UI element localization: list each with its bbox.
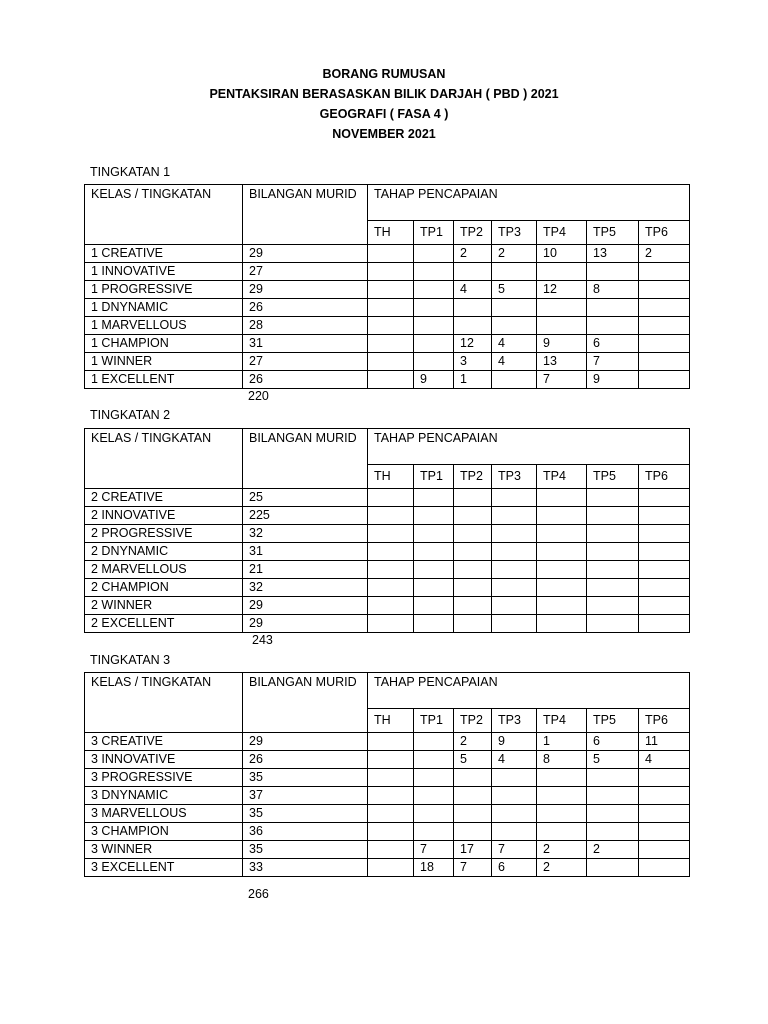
tp1-cell [414,353,454,371]
table-row [85,579,690,597]
kelas-cell: 3 WINNER [85,841,243,859]
th-cell [368,751,414,769]
tp6-cell [639,489,690,507]
bilangan-cell: 32 [243,579,368,597]
table-row [85,805,690,823]
kelas-cell: 1 CHAMPION [85,335,243,353]
tp5-cell [587,263,639,281]
tp3-cell: 7 [492,841,537,859]
tp3-cell [492,525,537,543]
tp1-cell [414,805,454,823]
tp4-cell [537,615,587,633]
tp1-cell [414,733,454,751]
tp4-cell: 2 [537,841,587,859]
form-title: BORANG RUMUSAN [322,67,446,81]
tp6-cell [639,579,690,597]
tp5-cell: 7 [587,353,639,371]
level-tp3: TP3 [492,709,537,733]
kelas-cell: 2 CHAMPION [85,579,243,597]
table-row [85,841,690,859]
tp5-cell [587,525,639,543]
tp2-cell [454,525,492,543]
tp1-cell [414,489,454,507]
level-tp5: TP5 [587,465,639,489]
level-tp4: TP4 [537,221,587,245]
tp3-cell [492,263,537,281]
tp1-cell [414,245,454,263]
level-tp3: TP3 [492,221,537,245]
kelas-cell: 1 EXCELLENT [85,371,243,389]
kelas-cell: 2 INNOVATIVE [85,507,243,525]
tp3-cell [492,561,537,579]
th-cell [368,281,414,299]
tp4-cell [537,561,587,579]
total-tingkatan-2: 243 [252,633,273,647]
tp4-cell [537,317,587,335]
kelas-cell: 3 EXCELLENT [85,859,243,877]
tp3-cell: 5 [492,281,537,299]
tp4-cell: 1 [537,733,587,751]
tp1-cell [414,579,454,597]
tp6-cell [639,561,690,579]
bilangan-cell: 36 [243,823,368,841]
kelas-cell: 2 WINNER [85,597,243,615]
level-tp1: TP1 [414,709,454,733]
tp3-cell [492,615,537,633]
tp4-cell [537,805,587,823]
table-row [85,317,690,335]
level-tp2: TP2 [454,465,492,489]
tp3-cell: 4 [492,353,537,371]
table-row [85,525,690,543]
tp5-cell [587,489,639,507]
th-cell [368,245,414,263]
tp3-cell [492,579,537,597]
th-cell [368,733,414,751]
th-cell [368,579,414,597]
tp1-cell [414,787,454,805]
bilangan-cell: 32 [243,525,368,543]
level-tp1: TP1 [414,465,454,489]
table-row [85,353,690,371]
total-tingkatan-1: 220 [248,389,269,403]
tp3-cell [492,787,537,805]
tp3-cell [492,823,537,841]
bilangan-cell: 29 [243,597,368,615]
level-tp3: TP3 [492,465,537,489]
header-row [85,429,690,465]
tp5-cell [587,299,639,317]
level-th: TH [368,465,414,489]
tp3-cell [492,597,537,615]
tp1-cell: 18 [414,859,454,877]
level-tp2: TP2 [454,709,492,733]
tp1-cell [414,751,454,769]
kelas-cell: 3 INNOVATIVE [85,751,243,769]
tp2-cell [454,823,492,841]
th-cell [368,489,414,507]
tp1-cell [414,263,454,281]
tp5-cell [587,579,639,597]
tp1-cell [414,615,454,633]
bilangan-cell: 33 [243,859,368,877]
tp3-cell [492,769,537,787]
tp5-cell [587,787,639,805]
tp6-cell [639,615,690,633]
tp5-cell: 6 [587,335,639,353]
tp4-cell [537,263,587,281]
tp5-cell [587,805,639,823]
kelas-cell: 3 DNYNAMIC [85,787,243,805]
tp4-cell [537,769,587,787]
tp4-cell [537,787,587,805]
table-row [85,281,690,299]
tp2-cell [454,769,492,787]
tp3-cell [492,543,537,561]
tp4-cell: 2 [537,859,587,877]
tp2-cell [454,507,492,525]
level-th: TH [368,221,414,245]
tp4-cell [537,525,587,543]
th-cell [368,317,414,335]
table-row [85,263,690,281]
tp6-cell [639,805,690,823]
col-header-tahap: TAHAP PENCAPAIAN [368,185,690,221]
tp2-cell [454,787,492,805]
th-cell [368,371,414,389]
tp2-cell: 1 [454,371,492,389]
tp6-cell [639,787,690,805]
tp3-cell: 4 [492,335,537,353]
th-cell [368,841,414,859]
tp3-cell: 4 [492,751,537,769]
tp3-cell [492,317,537,335]
bilangan-cell: 225 [243,507,368,525]
th-cell [368,299,414,317]
table-row [85,371,690,389]
tp6-cell [639,859,690,877]
kelas-cell: 1 INNOVATIVE [85,263,243,281]
bilangan-cell: 29 [243,281,368,299]
table-tingkatan-2 [84,428,690,633]
th-cell [368,787,414,805]
tp4-cell [537,299,587,317]
tp6-cell [639,371,690,389]
tp5-cell: 6 [587,733,639,751]
bilangan-cell: 37 [243,787,368,805]
bilangan-cell: 31 [243,335,368,353]
th-cell [368,823,414,841]
tp1-cell [414,281,454,299]
tp4-cell [537,579,587,597]
tp5-cell [587,543,639,561]
table-row [85,615,690,633]
kelas-cell: 3 CREATIVE [85,733,243,751]
tp3-cell [492,299,537,317]
level-tp6: TP6 [639,465,690,489]
tp1-cell [414,561,454,579]
tp6-cell [639,353,690,371]
tp4-cell [537,489,587,507]
tp2-cell: 3 [454,353,492,371]
document-header [0,64,768,144]
tp1-cell: 7 [414,841,454,859]
tp2-cell [454,615,492,633]
tp6-cell [639,597,690,615]
table-row [85,507,690,525]
tp2-cell [454,263,492,281]
th-cell [368,525,414,543]
table-row [85,769,690,787]
table-tingkatan-1 [84,184,690,389]
bilangan-cell: 35 [243,769,368,787]
section-title-tingkatan-3: TINGKATAN 3 [90,653,171,667]
tp6-cell [639,507,690,525]
tp5-cell: 13 [587,245,639,263]
tp2-cell: 7 [454,859,492,877]
col-header-kelas: KELAS / TINGKATAN [85,185,243,245]
tp5-cell [587,615,639,633]
tp1-cell [414,769,454,787]
col-header-kelas: KELAS / TINGKATAN [85,673,243,733]
bilangan-cell: 26 [243,371,368,389]
tp6-cell [639,543,690,561]
tp5-cell: 2 [587,841,639,859]
tp4-cell [537,543,587,561]
tp2-cell [454,805,492,823]
level-tp2: TP2 [454,221,492,245]
tp2-cell: 2 [454,733,492,751]
tp2-cell: 12 [454,335,492,353]
tp2-cell [454,543,492,561]
tp5-cell: 5 [587,751,639,769]
tp6-cell [639,525,690,543]
table-row [85,299,690,317]
tp3-cell [492,371,537,389]
table-row [85,751,690,769]
tp4-cell [537,823,587,841]
level-tp6: TP6 [639,221,690,245]
tp5-cell [587,597,639,615]
date-title: NOVEMBER 2021 [332,127,436,141]
kelas-cell: 1 DNYNAMIC [85,299,243,317]
tp6-cell: 11 [639,733,690,751]
col-header-bilangan: BILANGAN MURID [243,185,368,245]
total-tingkatan-3: 266 [248,887,269,901]
level-tp5: TP5 [587,709,639,733]
tp6-cell [639,841,690,859]
tp6-cell [639,281,690,299]
tp4-cell [537,507,587,525]
th-cell [368,507,414,525]
th-cell [368,597,414,615]
tp4-cell: 8 [537,751,587,769]
bilangan-cell: 35 [243,805,368,823]
tp2-cell [454,489,492,507]
tp1-cell: 9 [414,371,454,389]
tp6-cell [639,299,690,317]
tp4-cell [537,597,587,615]
col-header-bilangan: BILANGAN MURID [243,673,368,733]
tp3-cell: 6 [492,859,537,877]
tp1-cell [414,823,454,841]
tp1-cell [414,335,454,353]
level-th: TH [368,709,414,733]
table-row [85,245,690,263]
bilangan-cell: 27 [243,353,368,371]
tp6-cell [639,823,690,841]
table-row [85,597,690,615]
kelas-cell: 1 WINNER [85,353,243,371]
tp3-cell [492,507,537,525]
bilangan-cell: 29 [243,733,368,751]
kelas-cell: 2 EXCELLENT [85,615,243,633]
kelas-cell: 2 PROGRESSIVE [85,525,243,543]
tp5-cell [587,859,639,877]
bilangan-cell: 21 [243,561,368,579]
kelas-cell: 3 PROGRESSIVE [85,769,243,787]
bilangan-cell: 29 [243,615,368,633]
tp2-cell: 2 [454,245,492,263]
level-tp1: TP1 [414,221,454,245]
bilangan-cell: 35 [243,841,368,859]
tp2-cell [454,317,492,335]
table-row [85,489,690,507]
table-tingkatan-3 [84,672,690,877]
tp4-cell: 9 [537,335,587,353]
table-row [85,859,690,877]
bilangan-cell: 27 [243,263,368,281]
kelas-cell: 3 CHAMPION [85,823,243,841]
col-header-tahap: TAHAP PENCAPAIAN [368,429,690,465]
tp4-cell: 10 [537,245,587,263]
tp5-cell [587,769,639,787]
kelas-cell: 3 MARVELLOUS [85,805,243,823]
kelas-cell: 1 CREATIVE [85,245,243,263]
tp2-cell: 4 [454,281,492,299]
th-cell [368,615,414,633]
th-cell [368,543,414,561]
bilangan-cell: 29 [243,245,368,263]
table-row [85,823,690,841]
section-title-tingkatan-2: TINGKATAN 2 [90,408,171,422]
section-title-tingkatan-1: TINGKATAN 1 [90,165,171,179]
bilangan-cell: 25 [243,489,368,507]
col-header-bilangan: BILANGAN MURID [243,429,368,489]
tp3-cell: 2 [492,245,537,263]
tp1-cell [414,597,454,615]
tp3-cell [492,489,537,507]
col-header-tahap: TAHAP PENCAPAIAN [368,673,690,709]
table-row [85,543,690,561]
bilangan-cell: 26 [243,751,368,769]
th-cell [368,805,414,823]
table-row [85,733,690,751]
tp2-cell [454,561,492,579]
tp2-cell: 17 [454,841,492,859]
bilangan-cell: 26 [243,299,368,317]
tp6-cell [639,317,690,335]
level-tp4: TP4 [537,465,587,489]
tp2-cell [454,299,492,317]
tp6-cell [639,335,690,353]
tp1-cell [414,525,454,543]
kelas-cell: 1 MARVELLOUS [85,317,243,335]
kelas-cell: 2 MARVELLOUS [85,561,243,579]
table-row [85,561,690,579]
tp1-cell [414,317,454,335]
header-row [85,185,690,221]
tp2-cell [454,597,492,615]
tp5-cell [587,317,639,335]
tp4-cell: 7 [537,371,587,389]
tp1-cell [414,299,454,317]
tp5-cell: 8 [587,281,639,299]
tp6-cell [639,769,690,787]
tp1-cell [414,507,454,525]
level-tp5: TP5 [587,221,639,245]
level-tp4: TP4 [537,709,587,733]
level-tp6: TP6 [639,709,690,733]
kelas-cell: 2 DNYNAMIC [85,543,243,561]
kelas-cell: 2 CREATIVE [85,489,243,507]
bilangan-cell: 31 [243,543,368,561]
tp5-cell [587,823,639,841]
table-row [85,335,690,353]
assessment-title: PENTAKSIRAN BERASASKAN BILIK DARJAH ( PBD ) 2021 [209,87,559,101]
th-cell [368,263,414,281]
subject-title: GEOGRAFI ( FASA 4 ) [319,107,449,121]
tp5-cell: 9 [587,371,639,389]
tp3-cell: 9 [492,733,537,751]
tp1-cell [414,543,454,561]
tp4-cell: 13 [537,353,587,371]
tp2-cell [454,579,492,597]
tp3-cell [492,805,537,823]
tp4-cell: 12 [537,281,587,299]
kelas-cell: 1 PROGRESSIVE [85,281,243,299]
table-row [85,787,690,805]
th-cell [368,769,414,787]
tp5-cell [587,507,639,525]
tp2-cell: 5 [454,751,492,769]
tp6-cell: 2 [639,245,690,263]
col-header-kelas: KELAS / TINGKATAN [85,429,243,489]
th-cell [368,859,414,877]
tp5-cell [587,561,639,579]
th-cell [368,561,414,579]
bilangan-cell: 28 [243,317,368,335]
tp6-cell [639,263,690,281]
th-cell [368,335,414,353]
header-row [85,673,690,709]
tp6-cell: 4 [639,751,690,769]
th-cell [368,353,414,371]
